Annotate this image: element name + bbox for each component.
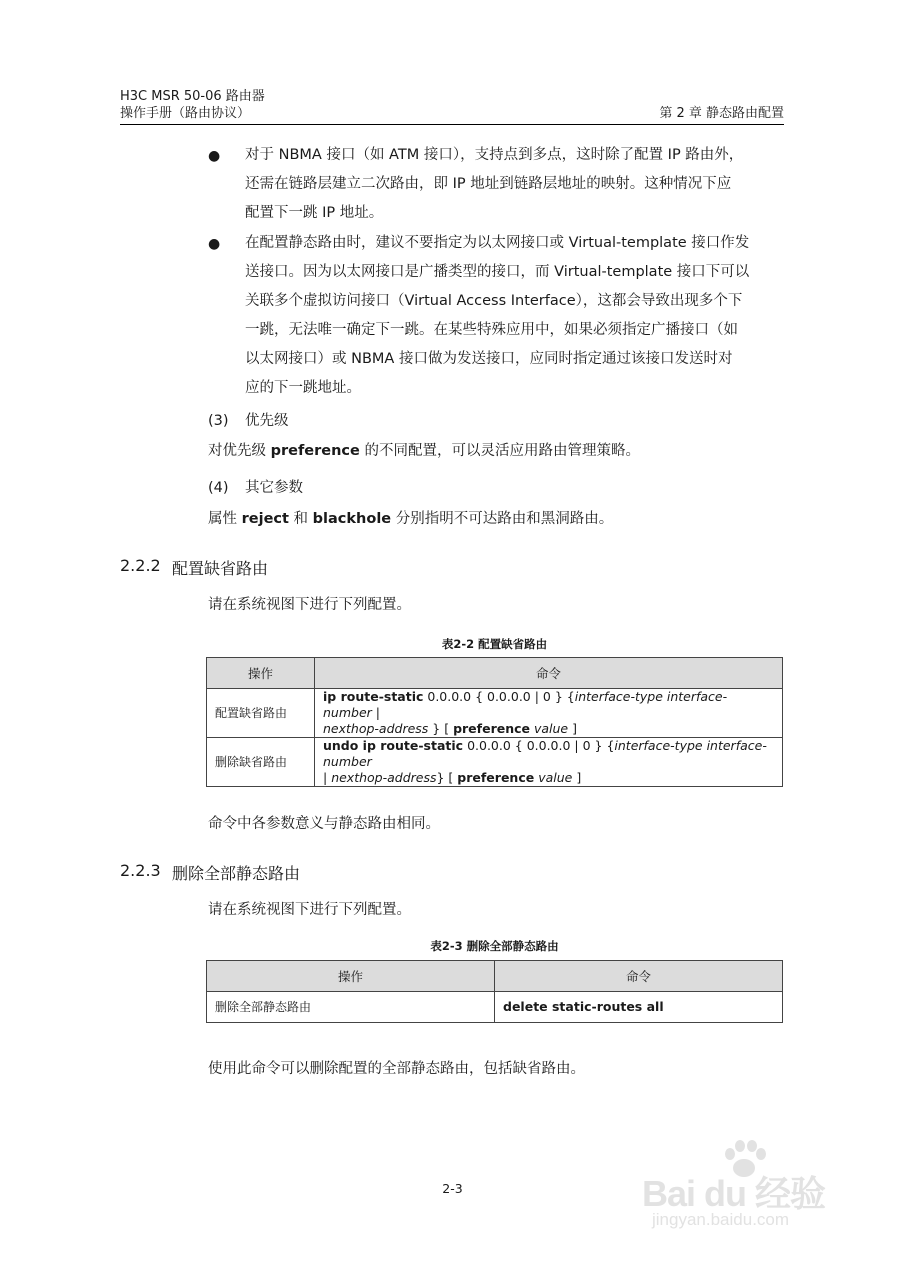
table-cell-command: ip route-static 0.0.0.0 { 0.0.0.0 | 0 } {interface-type interface-number | nexthop-address } [ preference value ] xyxy=(315,689,783,738)
bullet-2 xyxy=(245,229,790,403)
header-manual: 操作手册（路由协议） xyxy=(120,106,251,121)
table-header-command: 命令 xyxy=(315,658,783,689)
bullet-1-line: 配置下一跳 IP 地址。 xyxy=(245,205,384,221)
section-222-title: 配置缺省路由 xyxy=(172,559,269,578)
table-2-3 xyxy=(206,960,783,1023)
table-cell-command: delete static-routes all xyxy=(495,992,783,1023)
table-cell-operation: 删除缺省路由 xyxy=(207,738,315,787)
watermark-logo: Bai du 经验 xyxy=(642,1173,826,1214)
bullet-2-line: 应的下一跳地址。 xyxy=(245,380,361,396)
bullet-1-line: 对于 NBMA 接口（如 ATM 接口），支持点到多点，这时除了配置 IP 路由外， xyxy=(245,147,744,163)
section-222-note: 命令中各参数意义与静态路由相同。 xyxy=(208,816,440,832)
section-223-title: 删除全部静态路由 xyxy=(172,864,301,883)
table-header-operation: 操作 xyxy=(207,961,495,992)
section-222-intro: 请在系统视图下进行下列配置。 xyxy=(208,597,411,613)
bullet-2-line: 以太网接口）或 NBMA 接口做为发送接口，应同时指定通过该接口发送时对 xyxy=(245,351,733,367)
keyword: blackhole xyxy=(312,511,392,527)
section-223-intro: 请在系统视图下进行下列配置。 xyxy=(208,902,411,918)
table-header-command: 命令 xyxy=(495,961,783,992)
bullet-2-line: 送接口。因为以太网接口是广播类型的接口，而 Virtual-template 接口下可以 xyxy=(245,264,750,280)
table-cell-command: undo ip route-static 0.0.0.0 { 0.0.0.0 | 0 } {interface-type interface-number | nexthop-address} [ preference value ] xyxy=(315,738,783,787)
table-cell-operation: 删除全部静态路由 xyxy=(207,992,495,1023)
section-222-number: 2.2.2 xyxy=(120,556,161,575)
item-3-title: 优先级 xyxy=(245,413,289,429)
header-chapter: 第 2 章 静态路由配置 xyxy=(659,106,784,121)
baidu-watermark xyxy=(642,1140,862,1229)
bullet-2-line: 关联多个虚拟访问接口（Virtual Access Interface），这都会导致出现多个下 xyxy=(245,293,743,309)
header-product: H3C MSR 50-06 路由器 xyxy=(120,89,265,104)
header-rule xyxy=(120,124,784,125)
bullet-dot: ● xyxy=(208,236,221,252)
table-header-operation: 操作 xyxy=(207,658,315,689)
bullet-2-line: 一跳，无法唯一确定下一跳。在某些特殊应用中，如果必须指定广播接口（如 xyxy=(245,322,738,338)
page-number: 2-3 xyxy=(442,1181,463,1196)
item-4-number: (4) xyxy=(208,480,229,496)
table-cell-operation: 配置缺省路由 xyxy=(207,689,315,738)
item-4-title: 其它参数 xyxy=(245,480,303,496)
section-223-note: 使用此命令可以删除配置的全部静态路由，包括缺省路由。 xyxy=(208,1061,585,1077)
table-row xyxy=(207,689,783,738)
keyword: reject xyxy=(241,511,289,527)
bullet-dot: ● xyxy=(208,148,221,164)
table-2-3-caption: 表2-3 删除全部静态路由 xyxy=(430,939,559,953)
bullet-1 xyxy=(245,141,790,228)
section-223-number: 2.2.3 xyxy=(120,861,161,880)
table-2-2-caption: 表2-2 配置缺省路由 xyxy=(441,637,548,651)
item-4-text: 属性 reject 和 blackhole 分别指明不可达路由和黑洞路由。 xyxy=(208,511,614,527)
table-row xyxy=(207,992,783,1023)
table-row xyxy=(207,738,783,787)
keyword: preference xyxy=(270,443,360,459)
bullet-1-line: 还需在链路层建立二次路由，即 IP 地址到链路层地址的映射。这种情况下应 xyxy=(245,176,732,192)
bullet-2-line: 在配置静态路由时，建议不要指定为以太网接口或 Virtual-template 接口作发 xyxy=(245,235,750,251)
watermark-url: jingyan.baidu.com xyxy=(652,1210,790,1229)
table-2-2 xyxy=(206,657,783,787)
item-3-text: 对优先级 preference 的不同配置，可以灵活应用路由管理策略。 xyxy=(208,443,640,459)
item-3-number: (3) xyxy=(208,413,229,429)
